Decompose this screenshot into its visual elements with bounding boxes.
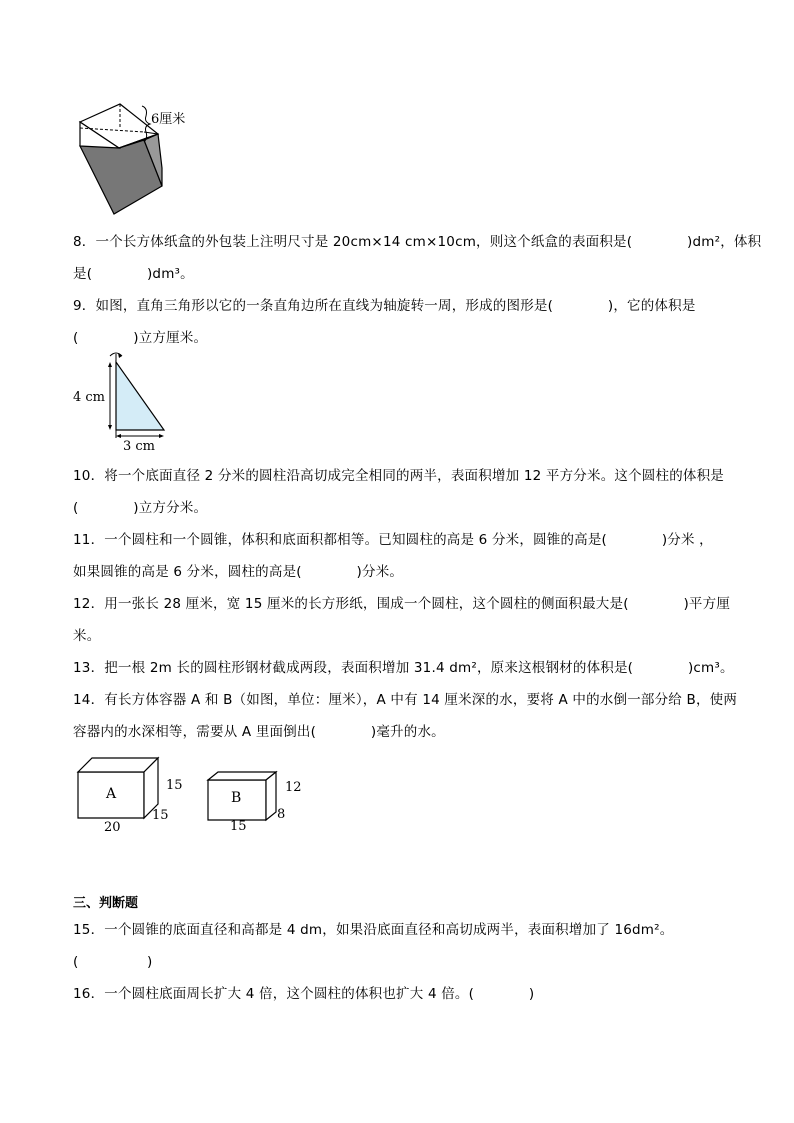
box-b-length: 15	[230, 819, 247, 834]
question-8-line1: 8．一个长方体纸盒的外包装上注明尺寸是 20cm×14 cm×10cm，则这个纸盒的表面积是( )dm²，体积	[73, 234, 762, 250]
box-b-width: 8	[277, 807, 286, 822]
box-a-name: A	[106, 786, 117, 802]
question-9-line1: 9．如图，直角三角形以它的一条直角边所在直线为轴旋转一周，形成的图形是( )，它的体积是	[73, 298, 696, 314]
question-12-line2: 米。	[73, 628, 101, 644]
section-3-heading: 三、判断题	[73, 896, 139, 911]
box-a-height: 15	[166, 778, 183, 793]
question-12-line1: 12．用一张长 28 厘米，宽 15 厘米的长方形纸，围成一个圆柱，这个圆柱的侧面积最大是( )平方厘	[73, 596, 731, 612]
triangle-figure	[108, 350, 178, 450]
box-a-length: 20	[104, 820, 121, 835]
prism-height-label: 6厘米	[151, 112, 186, 127]
question-16-line1: 16．一个圆柱底面周长扩大 4 倍，这个圆柱的体积也扩大 4 倍。( )	[73, 986, 535, 1002]
box-a-width: 15	[152, 808, 169, 823]
box-b-height: 12	[285, 780, 302, 795]
box-b-figure	[206, 770, 282, 822]
question-11-line1: 11．一个圆柱和一个圆锥，体积和底面积都相等。已知圆柱的高是 6 分米，圆锥的高是( )分米 ，	[73, 532, 713, 548]
question-14-line1: 14．有长方体容器 A 和 B（如图，单位：厘米），A 中有 14 厘米深的水，要将 A 中的水倒一部分给 B，使两	[73, 692, 738, 708]
triangle-height-label: 4 cm	[73, 390, 106, 405]
question-9-line2: ( )立方厘米。	[73, 330, 208, 346]
question-15-line1: 15．一个圆锥的底面直径和高都是 4 dm，如果沿底面直径和高切成两半，表面积增加了 16dm²。	[73, 922, 674, 938]
question-8-line2: 是( )dm³。	[73, 266, 194, 282]
question-14-line2: 容器内的水深相等，需要从 A 里面倒出( )毫升的水。	[73, 724, 445, 740]
question-10-line2: ( )立方分米。	[73, 500, 208, 516]
question-13-line1: 13．把一根 2m 长的圆柱形钢材截成两段，表面积增加 31.4 dm²，原来这根钢材的体积是( )cm³。	[73, 660, 734, 676]
question-10-line1: 10．将一个底面直径 2 分米的圆柱沿高切成完全相同的两半，表面积增加 12 平方分米。这个圆柱的体积是	[73, 468, 725, 484]
box-b-name: B	[231, 790, 242, 806]
question-15-line2: ( )	[73, 954, 153, 970]
question-11-line2: 如果圆锥的高是 6 分米，圆柱的高是( )分米。	[73, 564, 404, 580]
triangle-base-label: 3 cm	[123, 439, 156, 454]
